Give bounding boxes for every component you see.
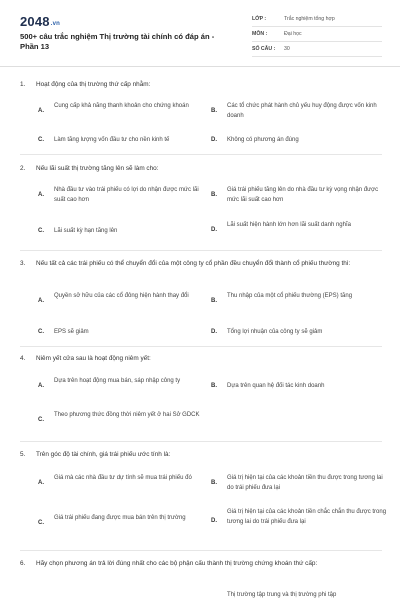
option-text: Giá trị hiện tại của các khoản tiền thu được trong tương lai do trái phiếu đưa lại [227, 475, 383, 491]
question-divider [20, 154, 382, 155]
option-letter: C. [38, 137, 44, 143]
question-4 [20, 354, 385, 364]
option-letter: C. [38, 228, 44, 234]
meta-value: 30 [284, 46, 290, 52]
option-letter: D. [211, 137, 217, 143]
question-2 [20, 164, 385, 174]
option-text: Giá mà các nhà đầu tư dự tính sẽ mua trái phiếu đó [54, 475, 192, 481]
question-text [20, 450, 385, 460]
meta-label: LỚP : [252, 16, 267, 22]
option-text: Nhà đầu tư vào trái phiếu có lợi do nhận được mức lãi suất cao hơn [54, 187, 199, 203]
option-letter: B. [211, 480, 217, 486]
meta-row-count [252, 42, 382, 57]
question-text [20, 164, 385, 174]
option-text: Dựa trên hoạt động mua bán, sáp nhập công ty [54, 378, 181, 384]
option-letter: A. [38, 480, 44, 486]
question-5 [20, 450, 385, 460]
brand-name: 2048 [20, 14, 50, 29]
question-number: 6. [20, 560, 26, 567]
question-divider [20, 250, 382, 251]
question-1 [20, 80, 385, 90]
option-letter: A. [38, 108, 44, 114]
question-6 [20, 559, 385, 569]
option-letter: A. [38, 383, 44, 389]
option-text: Cung cấp khả năng thanh khoản cho chứng khoán [54, 103, 189, 109]
meta-row-class [252, 12, 382, 27]
question-text [20, 354, 385, 364]
option-text: EPS sẽ giảm [54, 329, 89, 335]
question-stem: Nếu lãi suất thị trường tăng lên sẽ làm cho: [36, 165, 159, 172]
option-text: Giá trị hiện tại của các khoản tiền chắc chắn thu được trong tương lai do trái phiếu đưa lại [227, 509, 387, 525]
option-letter: D. [211, 227, 217, 233]
option-text: Các tổ chức phát hành chủ yếu huy động được vốn kinh doanh [227, 103, 377, 119]
option-text: Lãi suất kỳ hạn tăng lên [54, 228, 118, 234]
option-text: Quyền sở hữu của các cổ đông hiện hành thay đổi [54, 293, 189, 299]
meta-value: Trắc nghiệm tổng hợp [284, 16, 335, 22]
option-letter: D. [211, 518, 217, 524]
option-text: Không có phương án đúng [227, 137, 299, 143]
question-divider [20, 346, 382, 347]
option-text: Giá trái phiếu tăng lên do nhà đầu tư kỳ vọng nhận được mức lãi suất cao hơn [227, 187, 379, 203]
question-text [20, 259, 385, 269]
option-text: Lãi suất hiện hành lớn hơn lãi suất danh nghĩa [227, 222, 351, 228]
option-text: Tổng lợi nhuận của công ty sẽ giảm [227, 329, 323, 335]
option-letter: B. [211, 298, 217, 304]
question-3 [20, 259, 385, 269]
question-stem: Nếu tất cả các trái phiếu có thể chuyển đổi của một công ty cổ phần đều chuyển đổi thành cổ phiếu thường thì: [36, 260, 351, 267]
question-text [20, 559, 385, 569]
meta-value: Đại học [284, 31, 302, 37]
option-letter: A. [38, 298, 44, 304]
question-stem: Niêm yết cửa sau là hoạt động niêm yết: [36, 355, 151, 362]
option-letter: C. [38, 329, 44, 335]
option-letter: A. [38, 192, 44, 198]
option-letter: D. [211, 329, 217, 335]
option-text: Thị trường tập trung và thị trường phi tập [227, 592, 337, 598]
question-stem: Hoạt động của thị trường thứ cấp nhằm: [36, 81, 151, 88]
meta-label: SỐ CÂU : [252, 46, 276, 52]
question-number: 5. [20, 451, 26, 458]
site-logo[interactable] [20, 14, 60, 29]
meta-row-subject [252, 27, 382, 42]
question-stem: Hãy chọn phương án trả lời đúng nhất cho các bộ phận cấu thành thị trường chứng khoán thứ cấp: [36, 560, 318, 567]
question-number: 1. [20, 81, 26, 88]
meta-table [252, 12, 382, 57]
page-header [0, 0, 400, 72]
question-number: 4. [20, 355, 26, 362]
option-letter: C. [38, 520, 44, 526]
question-divider [20, 441, 382, 442]
option-letter: B. [211, 383, 217, 389]
page-title: 500+ câu trắc nghiệm Thị trường tài chính có đáp án - Phần 13 [20, 32, 215, 51]
option-text: Dựa trên quan hệ đối tác kinh doanh [227, 383, 325, 389]
option-text: Làm tăng lượng vốn đầu tư cho nền kinh tế [54, 137, 170, 143]
header-divider [0, 66, 400, 67]
option-text: Thu nhập của một cổ phiếu thường (EPS) tăng [227, 293, 353, 299]
option-letter: C. [38, 417, 44, 423]
option-letter: B. [211, 192, 217, 198]
question-text [20, 80, 385, 90]
option-text: Theo phương thức đồng thời niêm yết ở hai Sở GDCK [54, 412, 200, 418]
brand-suffix: .vn [50, 21, 61, 27]
question-stem: Trên góc độ tài chính, giá trái phiếu ước tính là: [36, 451, 171, 458]
question-number: 2. [20, 165, 26, 172]
meta-label: MÔN : [252, 31, 268, 37]
option-letter: B. [211, 108, 217, 114]
option-text: Giá trái phiếu đang được mua bán trên thị trường [54, 515, 186, 521]
question-divider [20, 550, 382, 551]
question-number: 3. [20, 260, 26, 267]
